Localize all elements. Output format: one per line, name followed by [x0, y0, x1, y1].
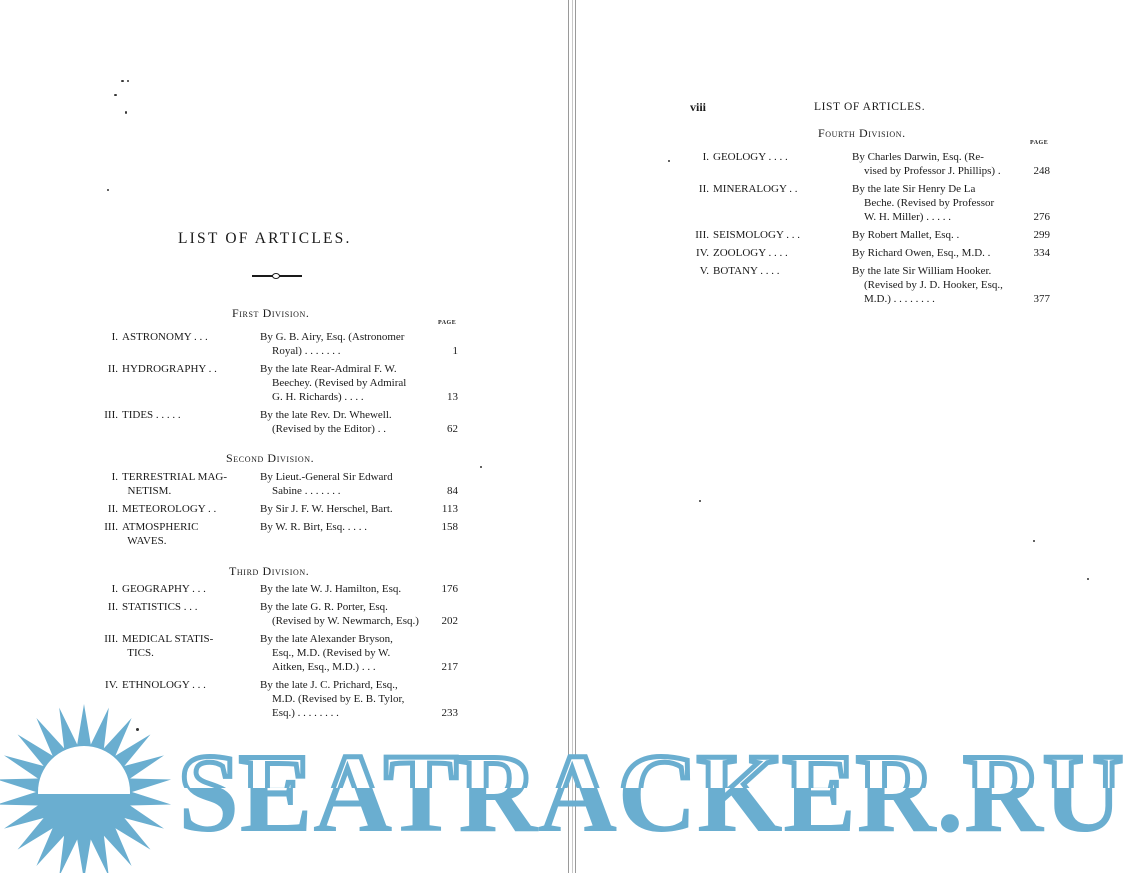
entry-title: ETHNOLOGY . . .: [122, 679, 206, 691]
entry-author-line: [852, 210, 1050, 224]
entry-page-number: 176: [441, 583, 458, 595]
scan-speck: [110, 763, 113, 766]
entry-author-line: [260, 692, 458, 706]
entry-page-number: 13: [447, 391, 458, 403]
entry-page-number: 1: [452, 345, 458, 357]
entry-author-text: By the late Rear-Admiral F. W.: [260, 363, 397, 375]
entry-author-text: M.D. (Revised by E. B. Tylor,: [272, 693, 405, 705]
entry-author-text: By the late Rev. Dr. Whewell.: [260, 409, 392, 421]
entry-number: IV.: [696, 247, 709, 259]
scan-speck: [114, 94, 117, 96]
entry-title: STATISTICS . . .: [122, 601, 198, 613]
entry-author-text: Royal) . . . . . . .: [272, 345, 341, 357]
entry-number: II.: [107, 363, 118, 375]
svg-text:SEATRACKER.RU: SEATRACKER.RU: [178, 732, 1123, 856]
entry-title: SEISMOLOGY . . .: [713, 229, 800, 241]
entry-number: III.: [104, 409, 118, 421]
entry-author: [260, 362, 458, 404]
entry-title: ZOOLOGY . . . .: [713, 247, 788, 259]
entry-title: GEOGRAPHY . . .: [122, 583, 206, 595]
scan-speck: [480, 466, 482, 468]
entry-author-line: [260, 706, 458, 720]
entry-page-number: 113: [441, 503, 458, 515]
scan-speck: [127, 80, 129, 82]
entry-title: MINERALOGY . .: [713, 183, 798, 195]
entry-author-line: [260, 520, 458, 534]
entry-author-text: Esq.) . . . . . . . .: [272, 707, 339, 719]
entry-number: I.: [111, 331, 118, 343]
entry-author-line: [260, 390, 458, 404]
entry-author-text: By the late Sir Henry De La: [852, 183, 976, 195]
entry-page-number: 334: [1033, 247, 1050, 259]
entry-author-line: [260, 582, 458, 596]
title-ornament: [252, 275, 302, 277]
entry-author: [260, 408, 458, 436]
running-head-title: LIST OF ARTICLES.: [814, 101, 926, 113]
entry-author-line: [260, 376, 458, 390]
entry-author-line: [260, 660, 458, 674]
entry-author-text: vised by Professor J. Phillips) .: [864, 165, 1001, 177]
entry-author: [852, 246, 1050, 260]
entry-author-text: G. H. Richards) . . . .: [272, 391, 364, 403]
entry-title: TIDES . . . . .: [122, 409, 181, 421]
entry-author: [260, 520, 458, 534]
entry-author: [260, 600, 458, 628]
entry-number: II.: [107, 503, 118, 515]
entry-author-line: [260, 646, 458, 660]
entry-author: [852, 264, 1050, 306]
entry-number: I.: [111, 471, 118, 483]
entry-author-text: By W. R. Birt, Esq. . . . .: [260, 521, 367, 533]
entry-author-text: Sabine . . . . . . .: [272, 485, 341, 497]
entry-page-number: 158: [441, 521, 458, 533]
entry-author-text: Esq., M.D. (Revised by W.: [272, 647, 391, 659]
entry-author-line: [260, 678, 458, 692]
entry-author: [852, 182, 1050, 224]
entry-author-text: By Lieut.-General Sir Edward: [260, 471, 393, 483]
entry-author-line: [852, 246, 1050, 260]
entry-author-line: [260, 422, 458, 436]
entry-number: I.: [111, 583, 118, 595]
entry-author-line: [260, 614, 458, 628]
entry-author: [260, 330, 458, 358]
entry-page-number: 233: [441, 707, 458, 719]
entry-number: IV.: [105, 679, 118, 691]
entry-title: GEOLOGY . . . .: [713, 151, 788, 163]
entry-title: ASTRONOMY . . .: [122, 331, 208, 343]
scan-speck: [125, 111, 127, 114]
entry-title: TERRESTRIAL MAG- NETISM.: [122, 471, 228, 497]
entry-author-line: [260, 330, 458, 344]
entry-page-number: 248: [1033, 165, 1050, 177]
entry-author-text: By Sir J. F. W. Herschel, Bart.: [260, 503, 393, 515]
scan-speck: [107, 189, 109, 191]
scan-speck: [668, 160, 670, 162]
entry-page-number: 62: [447, 423, 458, 435]
entry-author-text: (Revised by J. D. Hooker, Esq.,: [864, 279, 1003, 291]
entry-number: II.: [698, 183, 709, 195]
scan-speck: [1087, 578, 1089, 580]
entry-number: III.: [104, 633, 118, 645]
scan-speck: [1033, 540, 1035, 542]
entry-page-number: 217: [441, 661, 458, 673]
entry-author-text: M.D.) . . . . . . . .: [864, 293, 935, 305]
entry-author-text: By the late Alexander Bryson,: [260, 633, 393, 645]
page-column-label: PAGE: [438, 320, 457, 326]
scan-speck: [121, 80, 124, 82]
page-title: LIST OF ARTICLES.: [178, 230, 352, 247]
entry-author-text: By the late Sir William Hooker.: [852, 265, 992, 277]
division-heading: Second Division.: [226, 451, 315, 465]
entry-author-line: [852, 182, 1050, 196]
entry-author-line: [260, 502, 458, 516]
entry-author: [260, 502, 458, 516]
entry-author-text: By the late W. J. Hamilton, Esq.: [260, 583, 402, 595]
entry-author-line: [852, 228, 1050, 242]
entry-page-number: 276: [1033, 211, 1050, 223]
entry-title: MEDICAL STATIS- TICS.: [122, 633, 214, 659]
division-heading: Third Division.: [229, 564, 310, 578]
entry-author-line: [260, 632, 458, 646]
entry-author-line: [852, 278, 1050, 292]
entry-author-line: [852, 264, 1050, 278]
entry-author-text: W. H. Miller) . . . . .: [864, 211, 951, 223]
entry-author-line: [260, 362, 458, 376]
entry-page-number: 299: [1033, 229, 1050, 241]
entry-page-number: 377: [1033, 293, 1050, 305]
entry-title: METEOROLOGY . .: [122, 503, 217, 515]
entry-author-text: By the late J. C. Prichard, Esq.,: [260, 679, 398, 691]
entry-author-text: Aitken, Esq., M.D.) . . .: [272, 661, 376, 673]
entry-author: [260, 582, 458, 596]
entry-author-text: (Revised by W. Newmarch, Esq.): [272, 615, 419, 627]
entry-number: III.: [104, 521, 118, 533]
entry-author: [260, 678, 458, 720]
entry-author-line: [852, 196, 1050, 210]
division-heading: Fourth Division.: [818, 126, 906, 140]
entry-number: V.: [699, 265, 709, 277]
entry-author-line: [852, 150, 1050, 164]
entry-number: II.: [107, 601, 118, 613]
entry-author-text: Beche. (Revised by Professor: [864, 197, 995, 209]
entry-author-text: Beechey. (Revised by Admiral: [272, 377, 407, 389]
entry-page-number: 84: [447, 485, 458, 497]
entry-author: [260, 470, 458, 498]
scan-speck: [136, 728, 139, 731]
entry-number: III.: [695, 229, 709, 241]
entry-author: [260, 632, 458, 674]
entry-author-text: By G. B. Airy, Esq. (Astronomer: [260, 331, 405, 343]
entry-title: BOTANY . . . .: [713, 265, 780, 277]
scan-speck: [699, 500, 701, 502]
division-heading: First Division.: [232, 306, 310, 320]
entry-author-line: [260, 408, 458, 422]
entry-author: [852, 228, 1050, 242]
entry-author-text: (Revised by the Editor) . .: [272, 423, 386, 435]
entry-author-line: [260, 470, 458, 484]
entry-page-number: 202: [441, 615, 458, 627]
page-column-label: PAGE: [1030, 140, 1049, 146]
entry-number: I.: [702, 151, 709, 163]
entry-title: ATMOSPHERIC WAVES.: [122, 521, 199, 547]
entry-author-line: [852, 164, 1050, 178]
entry-author-text: By the late G. R. Porter, Esq.: [260, 601, 388, 613]
entry-author: [852, 150, 1050, 178]
entry-author-text: By Robert Mallet, Esq. .: [852, 229, 960, 241]
book-gutter: [568, 0, 576, 873]
entry-author-line: [260, 600, 458, 614]
entry-author-text: By Richard Owen, Esq., M.D. .: [852, 247, 991, 259]
entry-author-line: [260, 484, 458, 498]
left-page: [0, 0, 568, 873]
entry-author-text: By Charles Darwin, Esq. (Re-: [852, 151, 984, 163]
running-head-page-number: viii: [690, 100, 707, 114]
entry-title: HYDROGRAPHY . .: [122, 363, 217, 375]
entry-author-line: [852, 292, 1050, 306]
entry-author-line: [260, 344, 458, 358]
